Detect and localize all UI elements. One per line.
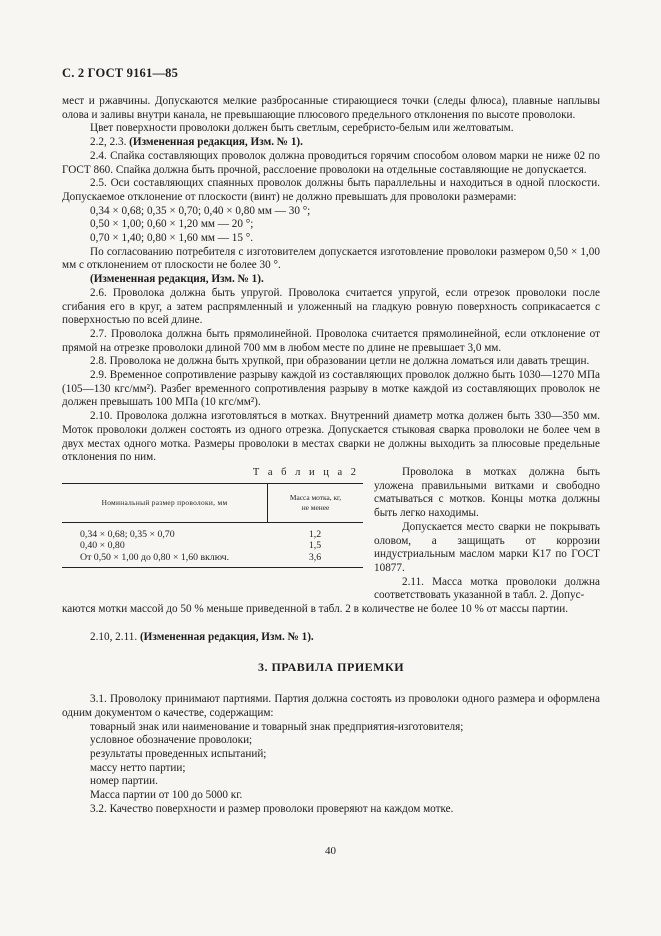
table-2 <box>62 466 363 603</box>
list-item: товарный знак или наименование и товарный знак предприятия-изготовителя; <box>90 720 464 733</box>
paragraph <box>62 136 600 150</box>
column-header-size: Номинальный размер проволоки, мм <box>101 497 228 507</box>
paragraph: 2.8. Проволока не должна быть хрупкой, при образовании цетли не должна ломаться или давать трещин. <box>90 355 590 368</box>
list-item: 0,50 × 1,00; 0,60 × 1,20 мм — 20 °; <box>90 218 254 231</box>
table-body <box>62 523 363 569</box>
table-cell-size: 0,34 × 0,68; 0,35 × 0,70 <box>80 528 175 540</box>
list-item: 0,70 × 1,40; 0,80 × 1,60 мм — 15 °. <box>90 232 254 245</box>
table-cell-mass: 1,2 <box>308 528 322 540</box>
mass-column <box>267 529 363 564</box>
size-column <box>62 529 267 564</box>
column-header-mass-line1: Масса мотка, кг, <box>289 492 342 502</box>
list-item: номер партии. <box>90 775 158 788</box>
paragraph: Проволока в мотках должна быть уложена правильными витками и свободно сматываться с мотков. Концы мотка должны быть легко находимы. <box>374 465 600 520</box>
paragraph: По согласованию потребителя с изготовителем допускается изготовление проволоки размером 0,50 × 1,00 мм с отклонением от плоскости не более 30 °. <box>62 245 600 272</box>
list-item: Масса партии от 100 до 5000 кг. <box>90 789 243 802</box>
column-header-mass-line2: не менее <box>301 502 330 512</box>
page-number: 40 <box>325 845 336 857</box>
paragraph: 2.11. Масса мотка проволоки должна соответствовать указанной в табл. 2. Допус- <box>374 575 600 602</box>
amendment-line <box>62 631 600 645</box>
table-cell-mass: 1,5 <box>308 540 322 552</box>
paragraph: 2.9. Временное сопротивление разрыву каждой из составляющих проволок должно быть 1030—1270 МПа (105—130 кгс/мм²). Разбег временного сопротивления разрыву в мотке каждой из составляющих проволок не должен превышать 100 МПа (10 кгс/мм²). <box>62 369 600 409</box>
paragraph: Цвет поверхности проволоки должен быть светлым, серебристо-белым или желтоватым. <box>90 122 514 135</box>
paragraph: 2.5. Оси составляющих спаянных проволок должны быть параллельны и находиться в одной плоскости. Допускаемое отклонение от плоскости (винт) не должно превышать для проволоки размерами: <box>62 177 600 203</box>
paragraph: 2.7. Проволока должна быть прямолинейной. Проволока считается прямолинейной, если отклонение от прямой на отрезке проволоки длиной 700 мм в любом месте по длине не превышает 3,0 мм. <box>62 327 600 354</box>
paragraph: 3.2. Качество поверхности и размер проволоки проверяют на каждом мотке. <box>90 802 454 815</box>
section-title: 3. ПРАВИЛА ПРИЕМКИ <box>257 660 405 675</box>
side-text <box>374 466 600 603</box>
paragraph: 2.10. Проволока должна изготовляться в мотках. Внутренний диаметр мотка должен быть 330—350 мм. Моток проволоки должен состоять из одного отрезка. Допускается стыковая сварка проволоки не более чем в двух местах одного мотка. Размеры проволоки в местах сварки не должны выходить за плюсовые предельные отклонения по ним. <box>62 410 600 464</box>
table-cell-size: От 0,50 × 1,00 до 0,80 × 1,60 включ. <box>80 551 230 563</box>
table-header <box>62 483 363 523</box>
table-caption: Т а б л и ц а 2 <box>252 466 359 478</box>
clause-number: 2.2, 2.3. <box>90 136 127 149</box>
paragraph: 2.6. Проволока должна быть упругой. Проволока считается упругой, если отрезок проволоки после сгибания его в круг, а затем распрямленный и уложенный на гладкую ровную поверхность соприкасается с поверхностью по всей длине. <box>62 286 600 327</box>
page-header: С. 2 ГОСТ 9161—85 <box>62 66 179 80</box>
column-header-mass <box>267 484 363 522</box>
table-cell-mass: 3,6 <box>308 551 322 563</box>
paragraph: Допускается место сварки не покрывать оловом, а защищать от коррозии индустриальным маслом марки К17 по ГОСТ 10877. <box>374 520 600 574</box>
table-cell-size: 0,40 × 0,80 <box>80 540 125 552</box>
paragraph: 2.4. Спайка составляющих проволок должна проводиться горячим способом оловом марки не ниже 02 по ГОСТ 860. Спайка должна быть прочной, расслоение проволоки на отдельные составляющие не допускается. <box>62 149 600 176</box>
amendment-note: (Измененная редакция, Изм. № 1). <box>90 273 264 286</box>
paragraph: каются мотки массой до 50 % меньше приведенной в табл. 2 в количестве не более 10 % от массы партии. <box>62 603 569 616</box>
paragraph: мест и ржавчины. Допускаются мелкие разбросанные стирающиеся точки (следы флюса), плавные наплывы олова и заливы внутри канала, не превышающие плюсового предельного отклонения по высоте проволоки. <box>62 95 600 121</box>
list-item: массу нетто партии; <box>90 761 186 774</box>
paragraph: 3.1. Проволоку принимают партиями. Партия должна состоять из проволоки одного размера и оформлена одним документом о качестве, содержащим: <box>62 693 600 719</box>
amendment-note: (Измененная редакция, Изм. № 1). <box>129 136 303 149</box>
list-item: условное обозначение проволоки; <box>90 734 253 747</box>
document-body <box>62 95 600 816</box>
table-block <box>62 466 600 603</box>
amendment-note: (Измененная редакция, Изм. № 1). <box>139 630 314 643</box>
list-item: результаты проведенных испытаний; <box>90 747 267 760</box>
clause-number: 2.10, 2.11. <box>90 630 138 643</box>
list-item: 0,34 × 0,68; 0,35 × 0,70; 0,40 × 0,80 мм — 30 °; <box>90 204 311 217</box>
